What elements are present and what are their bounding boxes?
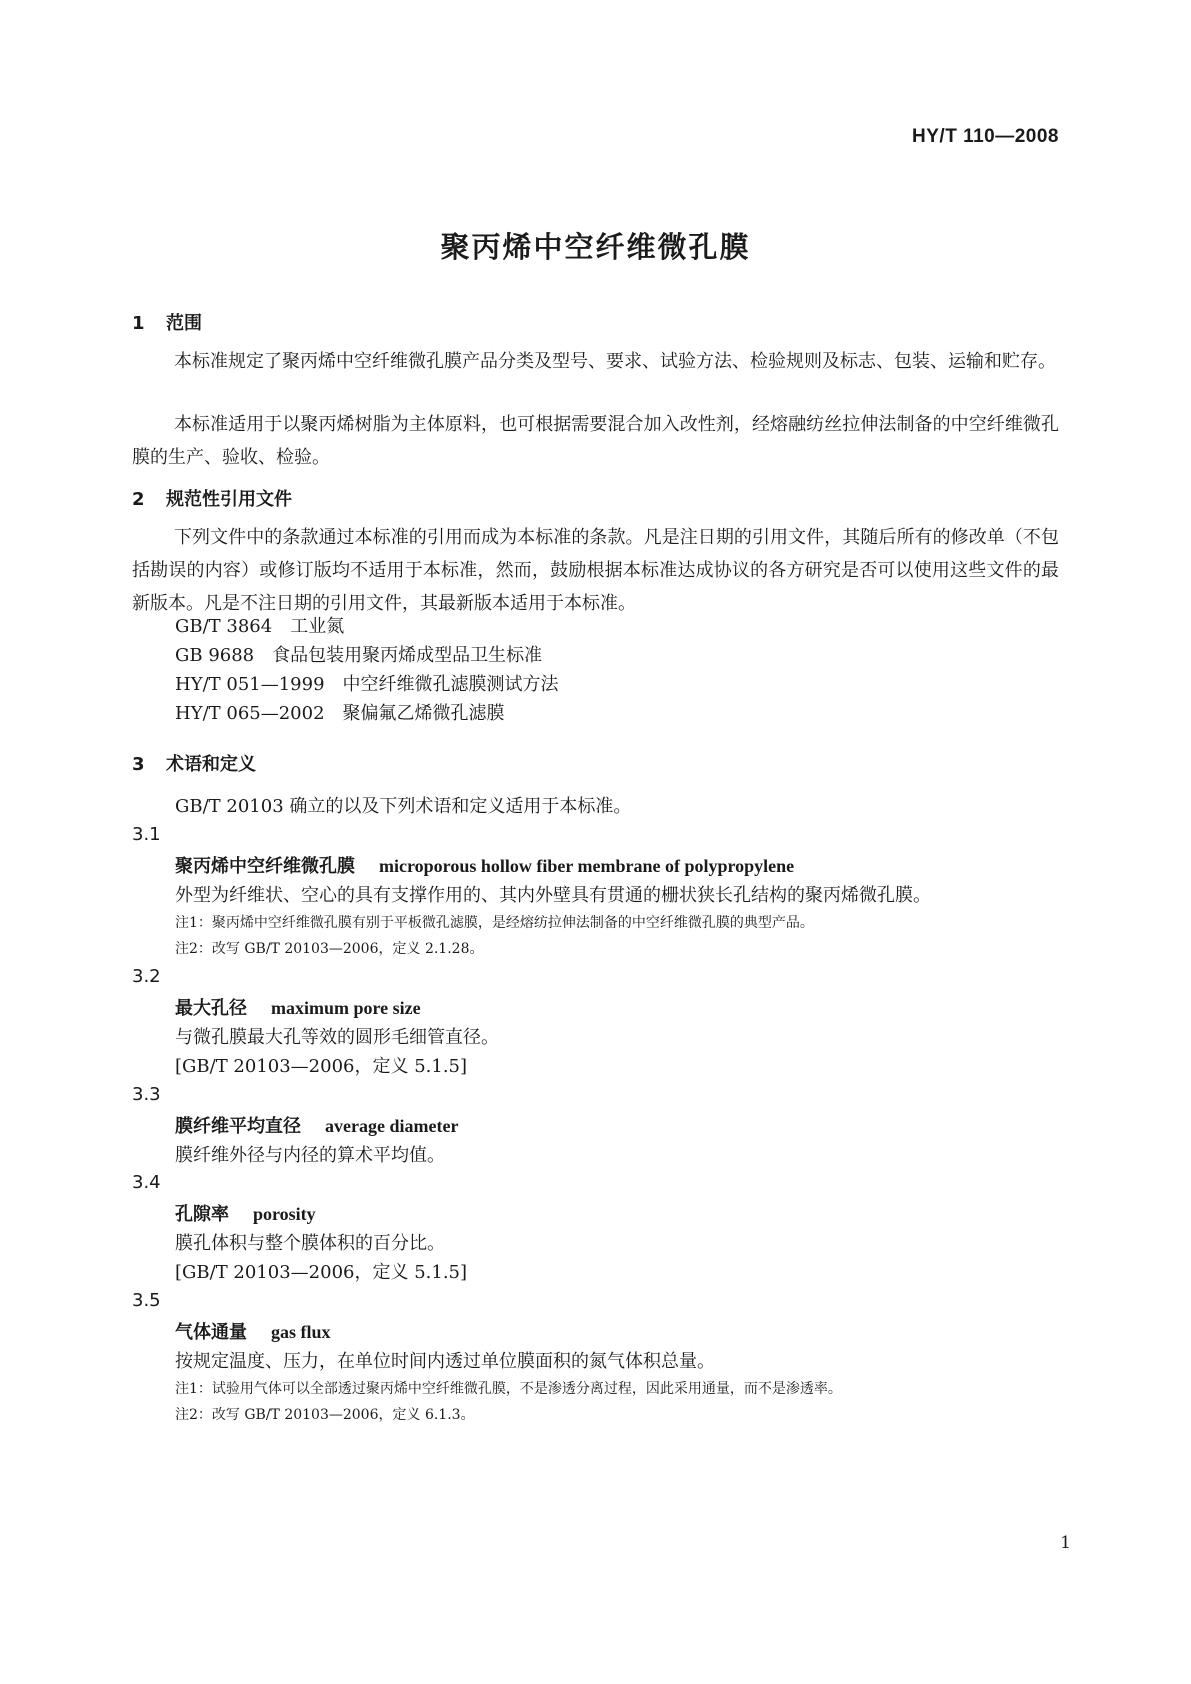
terms-intro: GB/T 20103 确立的以及下列术语和定义适用于本标准。	[175, 796, 632, 817]
term-definition: 膜孔体积与整个膜体积的百分比。	[175, 1233, 445, 1254]
section-title: 规范性引用文件	[166, 489, 292, 510]
term-en: porosity	[253, 1204, 316, 1224]
reference-name: 工业氮	[290, 616, 345, 637]
reference-item	[175, 641, 542, 671]
term-number: 3.4	[132, 1172, 161, 1193]
document-title: 聚丙烯中空纤维微孔膜	[440, 230, 751, 264]
section-number: 2	[132, 489, 145, 510]
reference-item	[175, 612, 344, 642]
section-number: 1	[132, 313, 145, 334]
term-zh: 聚丙烯中空纤维微孔膜	[175, 856, 355, 877]
term-number: 3.3	[132, 1084, 161, 1105]
reference-code: GB 9688	[175, 645, 255, 666]
term-heading	[175, 1318, 331, 1344]
term-zh: 孔隙率	[175, 1204, 229, 1225]
reference-name: 聚偏氟乙烯微孔滤膜	[342, 703, 505, 724]
term-number: 3.5	[132, 1290, 161, 1311]
reference-item	[175, 699, 505, 729]
term-en: maximum pore size	[271, 998, 421, 1018]
reference-name: 中空纤维微孔滤膜测试方法	[342, 674, 559, 695]
term-source: [GB/T 20103—2006，定义 5.1.5]	[175, 1056, 468, 1077]
term-number: 3.2	[132, 966, 161, 987]
section-title: 范围	[166, 313, 202, 334]
term-note: 注1：试验用气体可以全部透过聚丙烯中空纤维微孔膜，不是渗透分离过程，因此采用通量，而不是渗透率。	[175, 1381, 842, 1397]
term-heading	[175, 1112, 458, 1138]
term-number: 3.1	[132, 824, 161, 845]
normative-intro: 下列文件中的条款通过本标准的引用而成为本标准的条款。凡是注日期的引用文件，其随后所有的修改单（不包括勘误的内容）或修订版均不适用于本标准，然而，鼓励根据本标准达成协议的各方研究是否可以使用这些文件的最新版本。凡是不注日期的引用文件，其最新版本适用于本标准。	[132, 527, 1059, 614]
reference-item	[175, 670, 559, 700]
reference-code: HY/T 065—2002	[175, 703, 325, 724]
section-heading-terms	[132, 750, 256, 776]
term-en: gas flux	[271, 1322, 331, 1342]
page-number: 1	[1060, 1533, 1071, 1553]
term-definition: 膜纤维外径与内径的算术平均值。	[175, 1145, 445, 1166]
term-zh: 膜纤维平均直径	[175, 1116, 301, 1137]
term-zh: 最大孔径	[175, 998, 247, 1019]
section-heading-normative	[132, 485, 292, 511]
term-heading	[175, 1200, 316, 1226]
term-definition: 外型为纤维状、空心的具有支撑作用的、其内外壁具有贯通的栅状狭长孔结构的聚丙烯微孔膜。	[175, 885, 931, 906]
standard-code: HY/T 110—2008	[912, 126, 1059, 147]
term-heading	[175, 852, 794, 878]
term-note: 注2：改写 GB/T 20103—2006，定义 2.1.28。	[175, 941, 484, 957]
section-number: 3	[132, 754, 145, 775]
term-note: 注2：改写 GB/T 20103—2006，定义 6.1.3。	[175, 1407, 475, 1423]
term-definition: 按规定温度、压力，在单位时间内透过单位膜面积的氮气体积总量。	[175, 1351, 715, 1372]
term-en: microporous hollow fiber membrane of polypropylene	[379, 856, 795, 876]
section-heading-scope	[132, 309, 202, 335]
section-title: 术语和定义	[166, 754, 256, 775]
term-heading	[175, 994, 421, 1020]
term-source: [GB/T 20103—2006，定义 5.1.5]	[175, 1262, 468, 1283]
reference-name: 食品包装用聚丙烯成型品卫生标准	[272, 645, 543, 666]
term-en: average diameter	[325, 1116, 459, 1136]
term-note: 注1：聚丙烯中空纤维微孔膜有别于平板微孔滤膜，是经熔纺拉伸法制备的中空纤维微孔膜的典型产品。	[175, 915, 814, 931]
reference-code: GB/T 3864	[175, 616, 273, 637]
reference-code: HY/T 051—1999	[175, 674, 325, 695]
term-definition: 与微孔膜最大孔等效的圆形毛细管直径。	[175, 1027, 499, 1048]
term-zh: 气体通量	[175, 1322, 247, 1343]
scope-paragraph-2: 本标准适用于以聚丙烯树脂为主体原料，也可根据需要混合加入改性剂，经熔融纺丝拉伸法制备的中空纤维微孔膜的生产、验收、检验。	[132, 414, 1059, 468]
scope-paragraph-1: 本标准规定了聚丙烯中空纤维微孔膜产品分类及型号、要求、试验方法、检验规则及标志、包装、运输和贮存。	[174, 351, 1056, 372]
